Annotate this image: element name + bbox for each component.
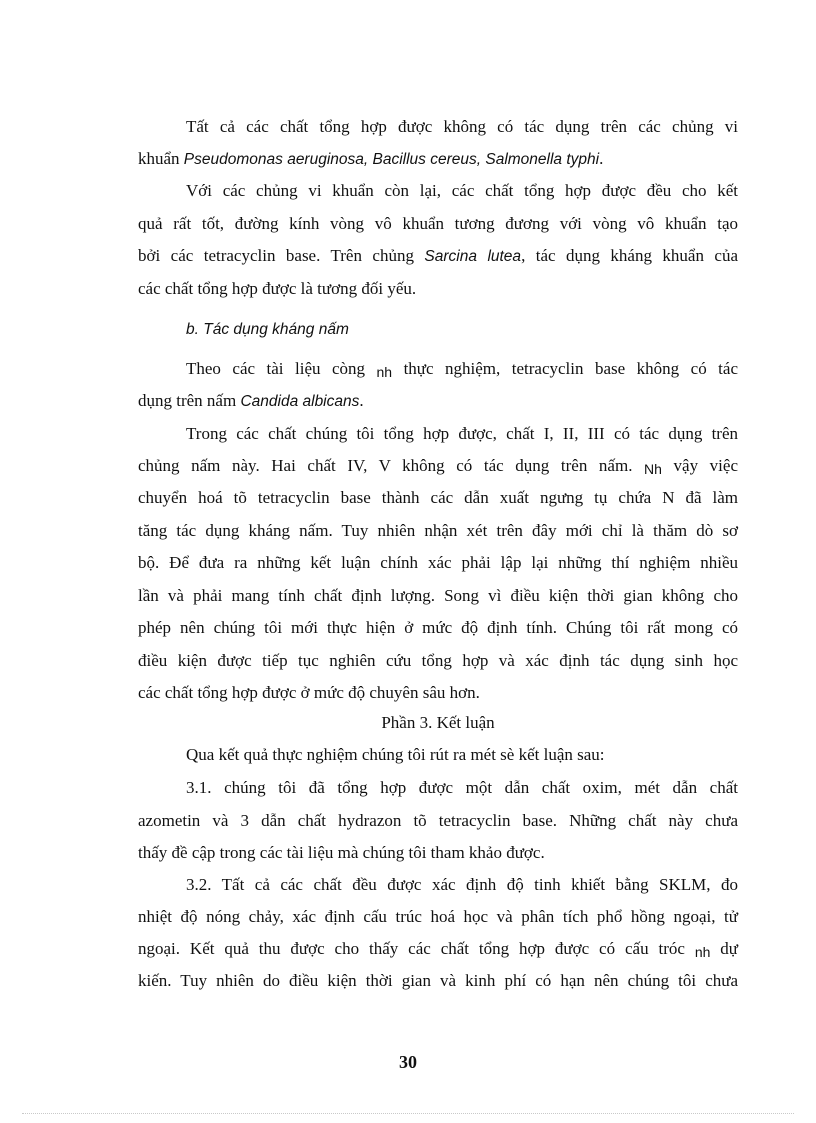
text-run: các chất tổng hợp được là tương đối yếu. [138,279,417,298]
text-run: quả rất tốt, đường kính vòng vô khuẩn tương đương với vòng vô khuẩn tạo [138,214,738,233]
paragraph-line [138,971,738,991]
paragraph-line [138,391,738,412]
text-run: Tất cả các chất tổng hợp được không có tác dụng trên các chủng vi [186,117,738,136]
section-title-text: Phần 3. Kết luận [381,713,495,732]
text-run: khuẩn [138,149,184,168]
paragraph-line [138,683,738,703]
text-run: azometin và 3 dẫn chất hydrazon tõ tetracyclin base. Những chất này chưa [138,811,738,830]
paragraph-line [138,456,738,476]
paragraph-line [138,279,738,299]
text-run: bởi các tetracyclin base. Trên chủng [138,246,425,265]
text-run: phép nên chúng tôi mới thực hiện ở mức độ định tính. Chúng tôi rất mong có [138,618,738,637]
text-run: bộ. Để đưa ra những kết luận chính xác phải lập lại những thí nghiệm nhiều [138,553,738,572]
text-run: điều kiện được tiếp tục nghiên cứu tổng hợp và xác định tác dụng sinh học [138,651,738,670]
text-run: Trong các chất chúng tôi tổng hợp được, chất I, II, III có tác dụng trên [186,424,738,443]
glyph-fragment: nh [376,364,393,380]
text-run: thấy đề cập trong các tài liệu mà chúng tôi tham khảo được. [138,843,545,862]
paragraph-line [138,521,738,541]
paragraph-line [138,488,738,508]
text-run: ngoại. Kết quả thu được cho thấy các chất tổng hợp được có cấu tróc [138,939,695,958]
text-run: các chất tổng hợp được ở mức độ chuyên sâu hơn. [138,683,480,702]
species-name: Sarcina lutea [424,248,522,265]
paragraph-line [138,618,738,638]
paragraph-line [186,181,738,201]
section-title [138,713,738,733]
paragraph-line [138,651,738,671]
text-run: 3.1. chúng tôi đã tổng hợp được một dẫn chất oxim, mét dẫn chất [186,778,738,797]
paragraph-line [186,424,738,444]
species-names: Pseudomonas aeruginosa, Bacillus cereus, Salmonella typhi [183,151,600,168]
paragraph-line [138,811,738,831]
text-run: tăng tác dụng kháng nấm. Tuy nhiên nhận xét trên đây mới chỉ là thăm dò sơ [138,521,738,540]
paragraph-line [186,745,738,765]
paragraph-line [138,939,738,959]
glyph-fragment: nh [694,944,711,960]
text-run: kiến. Tuy nhiên do điều kiện thời gian và kinh phí có hạn nên chúng tôi chưa [138,971,738,990]
text-run: chủng nấm này. Hai chất IV, V không có tác dụng trên nấm. [138,456,645,475]
text-run: . [599,149,604,168]
text-run: . [359,391,364,410]
paragraph-line [138,907,738,927]
paragraph-line [186,875,738,895]
text-run: lần và phải mang tính chất định lượng. Song vì điều kiện thời gian không cho [138,586,738,605]
text-run: Theo các tài liệu còng [186,359,377,378]
species-name: Candida albicans [240,393,360,410]
text-run: vậy việc [661,456,738,475]
paragraph-line [186,359,738,379]
page-bottom-divider [22,1113,794,1114]
paragraph-line [138,843,738,863]
glyph-fragment: Nh [644,461,662,477]
paragraph-line [138,149,738,170]
paragraph-line [138,586,738,606]
paragraph-line [138,246,738,267]
text-run: chuyển hoá tõ tetracyclin base thành các dẫn xuất ngưng tụ chứa N đã làm [138,488,738,507]
paragraph-line [186,778,738,798]
subheading-text: b. Tác dụng kháng nấm [186,321,349,338]
text-run: dự [710,939,738,958]
text-run: thực nghiệm, tetracyclin base không có tác [392,359,738,378]
text-run: dụng trên nấm [138,391,241,410]
text-run: 3.2. Tất cả các chất đều được xác định độ tinh khiết bằng SKLM, đo [186,875,738,894]
text-run: nhiệt độ nóng chảy, xác định cấu trúc hoá học và phân tích phổ hồng ngoại, tử [138,907,738,926]
text-run: , tác dụng kháng khuẩn của [521,246,738,265]
subheading [186,319,738,340]
paragraph-line [138,214,738,234]
paragraph-line [138,553,738,573]
paragraph-line [186,117,738,137]
text-run: Qua kết quả thực nghiệm chúng tôi rút ra mét sè kết luận sau: [186,745,605,764]
page-number: 30 [399,1052,417,1072]
text-run: Với các chủng vi khuẩn còn lại, các chất tổng hợp được đều cho kết [186,181,738,200]
